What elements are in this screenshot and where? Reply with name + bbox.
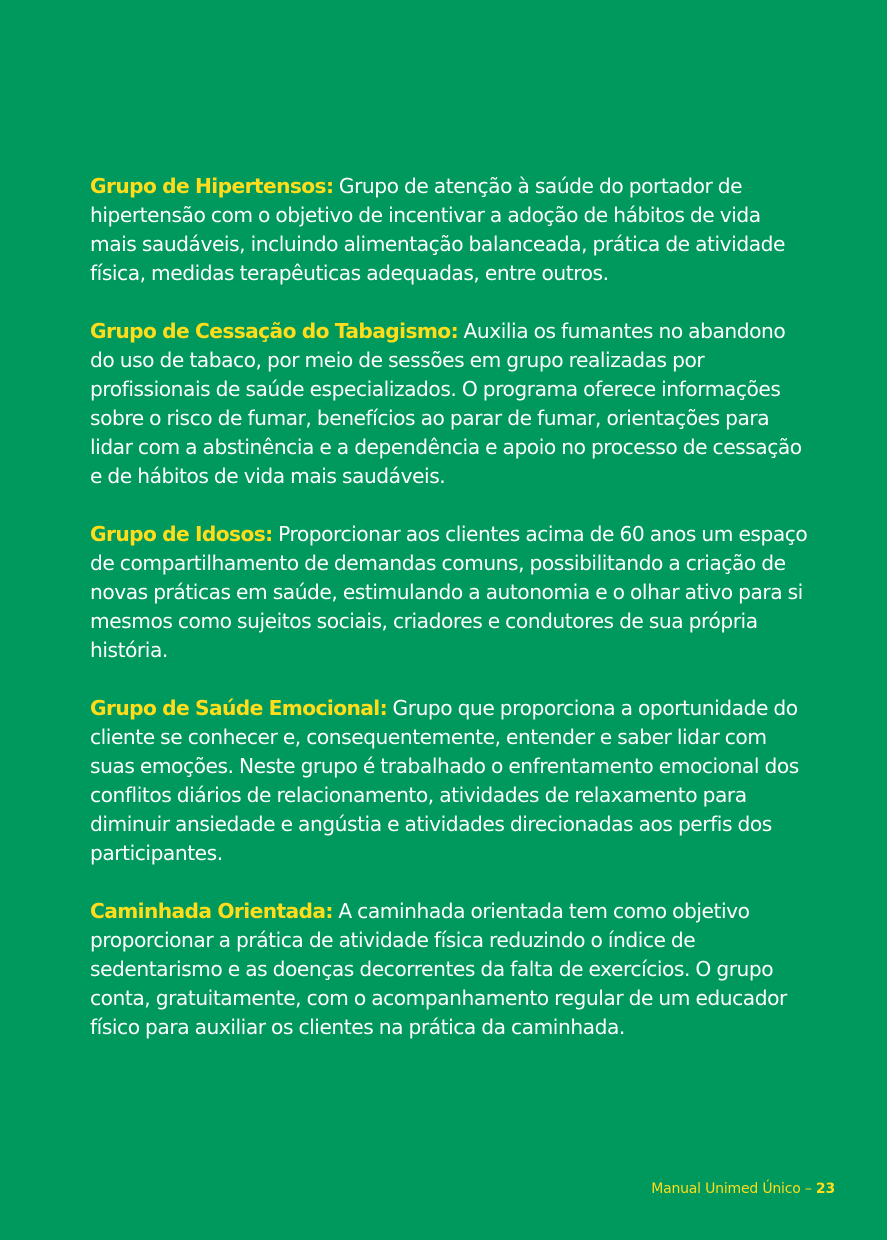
- section-text: Grupo que proporciona a oportunidade do cliente se conhecer e, consequentemente, entender e saber lidar com suas emoções. Neste grupo é trabalhado o enfrentamento emocional dos conflitos diários de relacionamento, atividades de relaxamento para diminuir ansiedade e angústia e atividades direcionadas aos perfis dos participantes.: [90, 696, 799, 865]
- section-text: Grupo de atenção à saúde do portador de hipertensão com o objetivo de incentivar a adoção de hábitos de vida mais saudáveis, incluindo alimentação balanceada, prática de atividade física, medidas terapêuticas adequadas, entre outros.: [90, 174, 785, 285]
- main-content: [90, 172, 810, 1071]
- section-title: Caminhada Orientada:: [90, 899, 333, 923]
- section-title: Grupo de Hipertensos:: [90, 174, 334, 198]
- section-text: Proporcionar aos clientes acima de 60 anos um espaço de compartilhamento de demandas comuns, possibilitando a criação de novas práticas em saúde, estimulando a autonomia e o olhar ativo para si mesmos como sujeitos sociais, criadores e condutores de sua própria história.: [90, 522, 808, 662]
- section-text: Auxilia os fumantes no abandono do uso de tabaco, por meio de sessões em grupo realizadas por profissionais de saúde especializados. O programa oferece informações sobre o risco de fumar, benefícios ao parar de fumar, orientações para lidar com a abstinência e a dependência e apoio no processo de cessação e de hábitos de vida mais saudáveis.: [90, 319, 802, 488]
- section-idosos: [90, 520, 810, 665]
- section-saude-emocional: [90, 694, 810, 868]
- section-title: Grupo de Idosos:: [90, 522, 273, 546]
- section-title: Grupo de Cessação do Tabagismo:: [90, 319, 459, 343]
- section-caminhada: [90, 897, 810, 1042]
- page-footer: [651, 1181, 835, 1197]
- section-text: A caminhada orientada tem como objetivo proporcionar a prática de atividade física reduzindo o índice de sedentarismo e as doenças decorrentes da falta de exercícios. O grupo conta, gratuitamente, com o acompanhamento regular de um educador físico para auxiliar os clientes na prática da caminhada.: [90, 899, 787, 1039]
- page-number: 23: [815, 1181, 835, 1197]
- section-hipertensos: [90, 172, 810, 288]
- section-tabagismo: [90, 317, 810, 491]
- footer-label: Manual Unimed Único –: [651, 1181, 816, 1197]
- section-title: Grupo de Saúde Emocional:: [90, 696, 388, 720]
